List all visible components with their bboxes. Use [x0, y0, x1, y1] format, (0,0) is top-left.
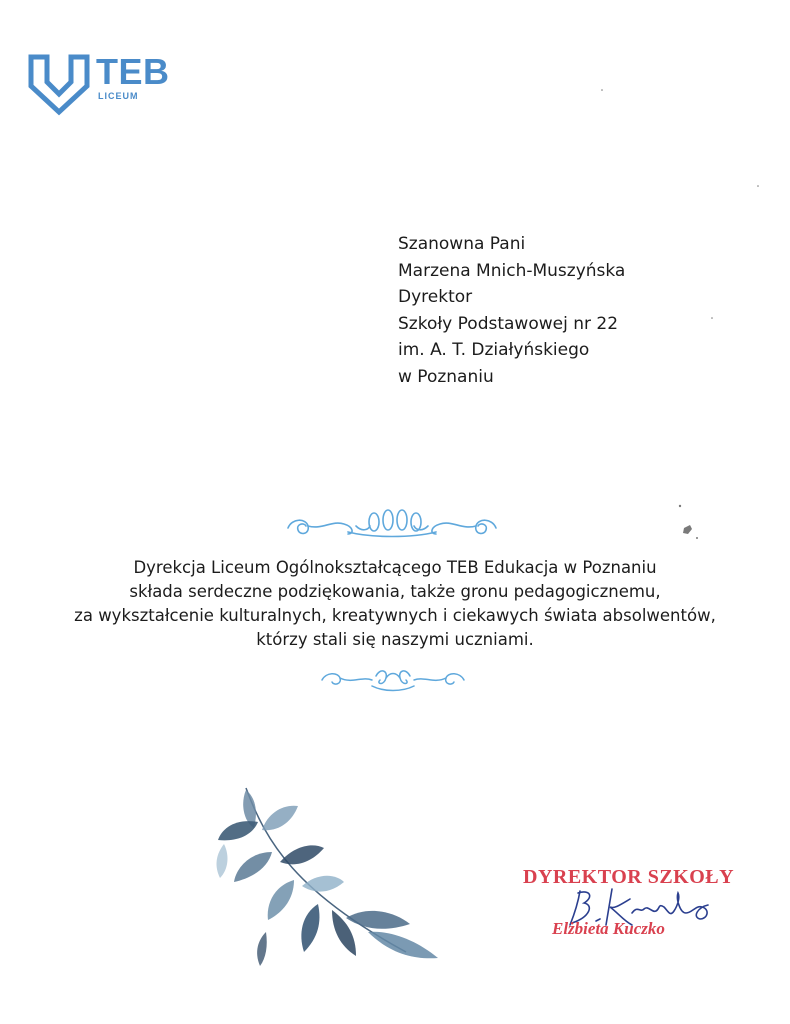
address-line: w Poznaniu — [398, 366, 494, 387]
logo-brand-text: TEB — [96, 51, 170, 92]
message-line: składa serdeczne podziękowania, także gronu pedagogicznemu, — [129, 582, 661, 601]
address-line: Marzena Mnich-Muszyńska — [398, 260, 626, 281]
address-line: Szkoły Podstawowej nr 22 — [398, 313, 619, 334]
logo-subtitle-text: LICEUM — [98, 91, 139, 101]
address-line: Szanowna Pani — [398, 234, 526, 254]
stamp-title: DYREKTOR SZKOŁY — [523, 866, 735, 888]
message-line: za wykształcenie kulturalnych, kreatywnych i ciekawych świata absolwentów, — [74, 606, 716, 625]
stamp-name: Elżbieta Kuczko — [552, 919, 665, 938]
message-line: Dyrekcja Liceum Ogólnokształcącego TEB Edukacja w Poznaniu — [133, 558, 657, 577]
address-line: Dyrektor — [398, 287, 473, 307]
address-line: im. A. T. Działyńskiego — [398, 340, 590, 360]
message-line: którzy stali się naszymi uczniami. — [256, 630, 534, 649]
